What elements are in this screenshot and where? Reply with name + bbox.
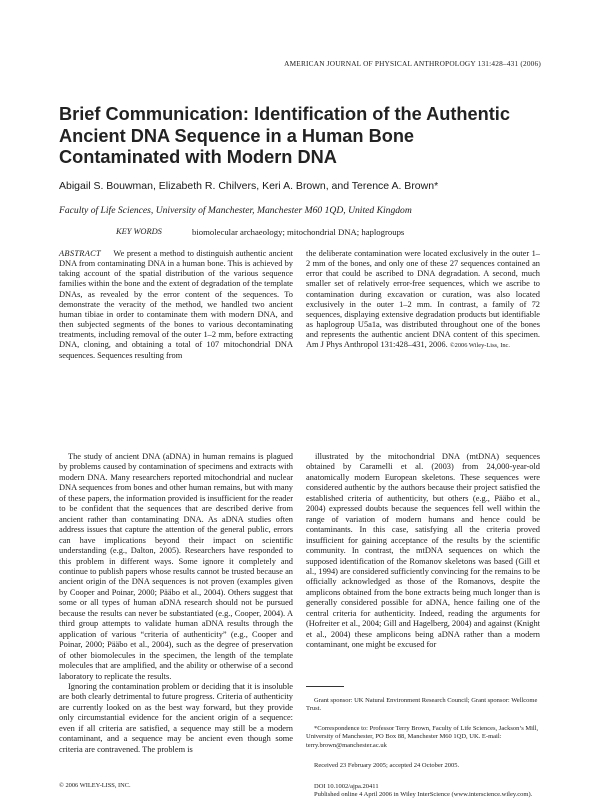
abstract-column-right [306, 249, 540, 352]
abstract-paragraph-left [59, 249, 293, 361]
keywords: biomolecular archaeology; mitochondrial DNA; haplogroups [192, 227, 405, 237]
received-footnote [306, 762, 540, 770]
abstract-copyright: ©2006 Wiley-Liss, Inc. [449, 342, 510, 350]
abstract-paragraph-right [306, 249, 540, 352]
keywords-label: KEY WORDS [116, 227, 162, 236]
affiliation: Faculty of Life Sciences, University of Manchester, Manchester M60 1QD, United Kingdom [59, 205, 412, 216]
article-title: Brief Communication: Identification of the Authentic Ancient DNA Sequence in a Human Bone Contaminated with Modern DNA [59, 104, 510, 167]
body-paragraph: Ignoring the contamination problem or deciding that it is insoluble are both clearly detrimental to future progress. Criteria of authenticity are currently looked on as the best way forward, but they provide only circumstantial evidence for the ancient origin of a sequence: even if all criteria are satisfied, a sequence may still be a modern contaminant, and a sequence may be ancient even though some criteria are contravened. The problem is [59, 681, 293, 754]
abstract-text-right: the deliberate contamination were located exclusively in the outer 1–2 mm of the bones, and only one of these 27 sequences contained an error that could be ascribed to DNA degradation. A second, much smaller set of relatively error-free sequences, which we ascribe to contamination during excavation or curation, was also located exclusively in the outer 1–2 mm. In contrast, a family of 72 sequences, displaying extensive degradation products but identifiable as haplogroup U5a1a, was distributed throughout one of the bones and represents the authentic ancient DNA content of this specimen. Am J Phys Anthropol 131:428–431, 2006. [306, 249, 540, 350]
body-column-left [59, 452, 293, 755]
body-column-right [306, 452, 540, 651]
received-text: Received 23 February 2005; accepted 24 October 2005. [314, 762, 460, 769]
footer-copyright: © 2006 WILEY-LISS, INC. [59, 782, 131, 789]
grant-text: Grant sponsor: UK Natural Environment Research Council; Grant sponsor: Wellcome Trust. [306, 697, 538, 713]
body-paragraph: illustrated by the mitochondrial DNA (mtDNA) sequences obtained by Caramelli et al. (2003) from 24,000-year-old anatomically modern European skeletons. These sequences were considered authentic by the authors because their project satisfied the established criteria of authenticity, but others (e.g., Pääbo et al., 2004) expressed doubts because the sequences fell well within the range of variation of modern humans and hence could be contaminants. In this case, satisfying all the criteria proved insufficient for gaining acceptance of the results by the scientific community. In contrast, the mtDNA sequences on which the supposed identification of the Romanov skeletons was based (Gill et al., 1994) are considered sufficiently convincing for the remains to be officially acknowledged as those of the Romanovs, despite the amplicons obtained from the bone extracts being much longer than is generally considered possible for aDNA, hence failing one of the central criteria for authenticity. Indeed, reading the arguments for (Hofreiter et al., 2004; Gill and Hagelberg, 2004) and against (Knight et al., 2004) these amplicons being aDNA rather than a modern contaminant, one might be excused for [306, 452, 540, 650]
published-text: Published online 4 April 2006 in Wiley InterScience (www.interscience.wiley.com). [314, 791, 533, 799]
footnote-rule [306, 686, 344, 687]
running-head: AMERICAN JOURNAL OF PHYSICAL ANTHROPOLOGY 131:428–431 (2006) [284, 59, 541, 68]
correspondence-text: *Correspondence to: Professor Terry Brown, Faculty of Life Sciences, Jackson’s Mill, University of Manchester, PO Box 88, Manchester M60 1QD, UK. E-mail: terry.brown@manchester.ac.uk [306, 725, 539, 749]
body-paragraph: The study of ancient DNA (aDNA) in human remains is plagued by problems caused by contamination of specimens and extracts with modern DNA. Many researchers reported mitochondrial and nuclear DNA sequences from bones and other human remains, but with many of these papers, the information provided is insufficient for the reader to be confident that the sequences that are described derive from ancient rather than contaminating DNA. As aDNA studies often address issues that capture the attention of the general public, errors can have implications beyond their impact on scientific understanding (e.g., Dalton, 2005). Researchers have responded to this problem in different ways. Some ignore it completely and continue to publish papers whose results cannot be trusted because an ancient origin of the DNA sequences is not proven (examples given by Cooper and Poinar, 2000; Pääbo et al., 2004). Others suggest that some or all types of human aDNA research should not be pursued because the results can never be substantiated (e.g., Cooper, 2004). A third group attempts to validate human aDNA results through the application of various “criteria of authenticity” (e.g., Cooper and Poinar, 2000; Pääbo et al., 2004), such as the degree of preservation of other biomolecules in the specimen, the length of the template molecules that are amplified, and the ability or otherwise of a second laboratory to replicate the results. [59, 452, 293, 681]
doi-text: DOI 10.1002/ajpa.20411 [314, 783, 379, 790]
publication-footnote [306, 783, 540, 800]
abstract-text-left: We present a method to distinguish authentic ancient DNA from contaminating DNA in a human bone. This is achieved by taking account of the spatial distribution of the various sequence families within the bone and the extent of degradation of the template DNAs, as revealed by the error content of the sequences. To demonstrate the veracity of the method, we handled two ancient human tibiae in order to contaminate them with modern DNA, and then subjected segments of the bones to various decontaminating treatments, including removal of the outer 1–2 mm, before extracting DNA, cloning, and obtaining a total of 107 mitochondrial DNA sequences. Sequences resulting from [59, 249, 293, 360]
author-list: Abigail S. Bouwman, Elizabeth R. Chilvers, Keri A. Brown, and Terence A. Brown* [59, 180, 439, 192]
grant-footnote [306, 697, 540, 714]
abstract-column-left [59, 249, 293, 361]
abstract-label: ABSTRACT [59, 249, 101, 258]
correspondence-footnote [306, 725, 540, 750]
